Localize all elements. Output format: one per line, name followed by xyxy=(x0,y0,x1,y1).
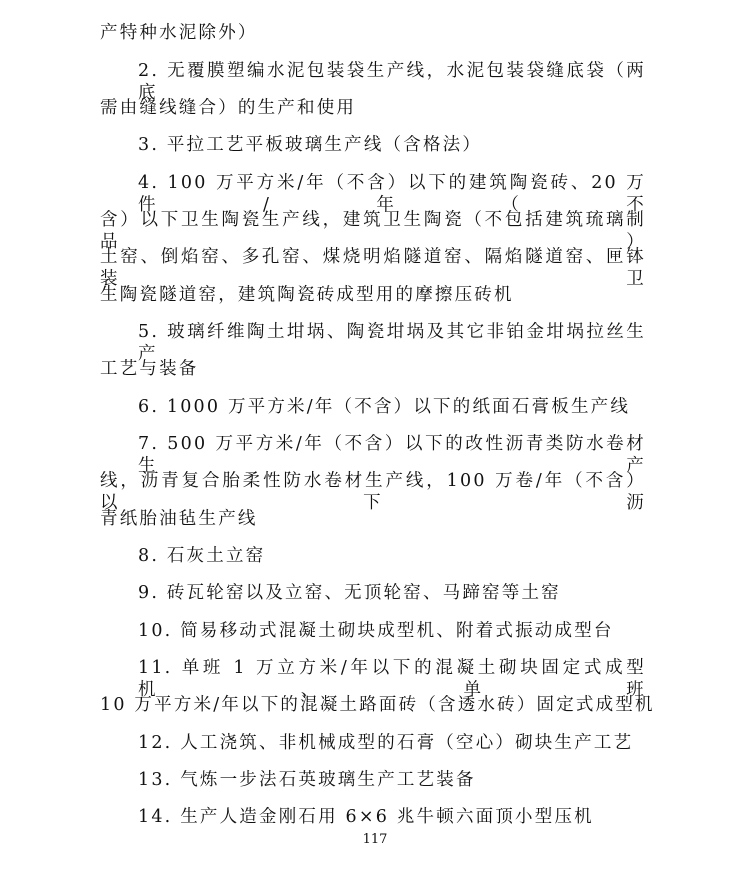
text-line-3: 需由缝线缝合）的生产和使用 xyxy=(100,98,357,118)
text-line-15: 8. 石灰土立窑 xyxy=(138,546,266,566)
text-line-17: 10. 简易移动式混凝土砌块成型机、附着式振动成型台 xyxy=(138,621,614,641)
text-line-4: 3. 平拉工艺平板玻璃生产线（含格法） xyxy=(138,135,483,155)
text-line-22: 14. 生产人造金刚石用 6×6 兆牛顿六面顶小型压机 xyxy=(138,807,594,827)
text-line-8: 生陶瓷隧道窑，建筑陶瓷砖成型用的摩擦压砖机 xyxy=(100,285,514,305)
text-line-10: 工艺与装备 xyxy=(100,359,199,379)
text-line-12: 7. 500 万平方米/年（不含）以下的改性沥青类防水卷材生产 xyxy=(138,434,646,476)
text-line-11: 6. 1000 万平方米/年（不含）以下的纸面石膏板生产线 xyxy=(138,397,631,417)
text-line-19: 10 万平方米/年以下的混凝土路面砖（含透水砖）固定式成型机 xyxy=(100,695,655,715)
text-line-7: 土窑、倒焰窑、多孔窑、煤烧明焰隧道窑、隔焰隧道窑、匣钵装卫 xyxy=(100,247,646,289)
text-line-1: 产特种水泥除外） xyxy=(100,23,258,43)
page-number: 117 xyxy=(362,832,388,847)
text-line-18: 11. 单班 1 万立方米/年以下的混凝土砌块固定式成型机、单班 xyxy=(138,658,646,700)
text-line-9: 5. 玻璃纤维陶土坩埚、陶瓷坩埚及其它非铂金坩埚拉丝生产 xyxy=(138,322,646,364)
text-line-16: 9. 砖瓦轮窑以及立窑、无顶轮窑、马蹄窑等土窑 xyxy=(138,583,561,603)
text-line-14: 青纸胎油毡生产线 xyxy=(100,509,258,529)
text-line-20: 12. 人工浇筑、非机械成型的石膏（空心）砌块生产工艺 xyxy=(138,733,634,753)
text-line-6: 含）以下卫生陶瓷生产线，建筑卫生陶瓷（不包括建筑琉璃制品） xyxy=(100,210,646,252)
text-line-21: 13. 气炼一步法石英玻璃生产工艺装备 xyxy=(138,770,476,790)
text-line-13: 线，沥青复合胎柔性防水卷材生产线，100 万卷/年（不含）以下沥 xyxy=(100,471,646,513)
text-line-5: 4. 100 万平方米/年（不含）以下的建筑陶瓷砖、20 万件/年（不 xyxy=(138,173,646,215)
text-line-2: 2. 无覆膜塑编水泥包装袋生产线，水泥包装袋缝底袋（两底 xyxy=(138,61,646,103)
